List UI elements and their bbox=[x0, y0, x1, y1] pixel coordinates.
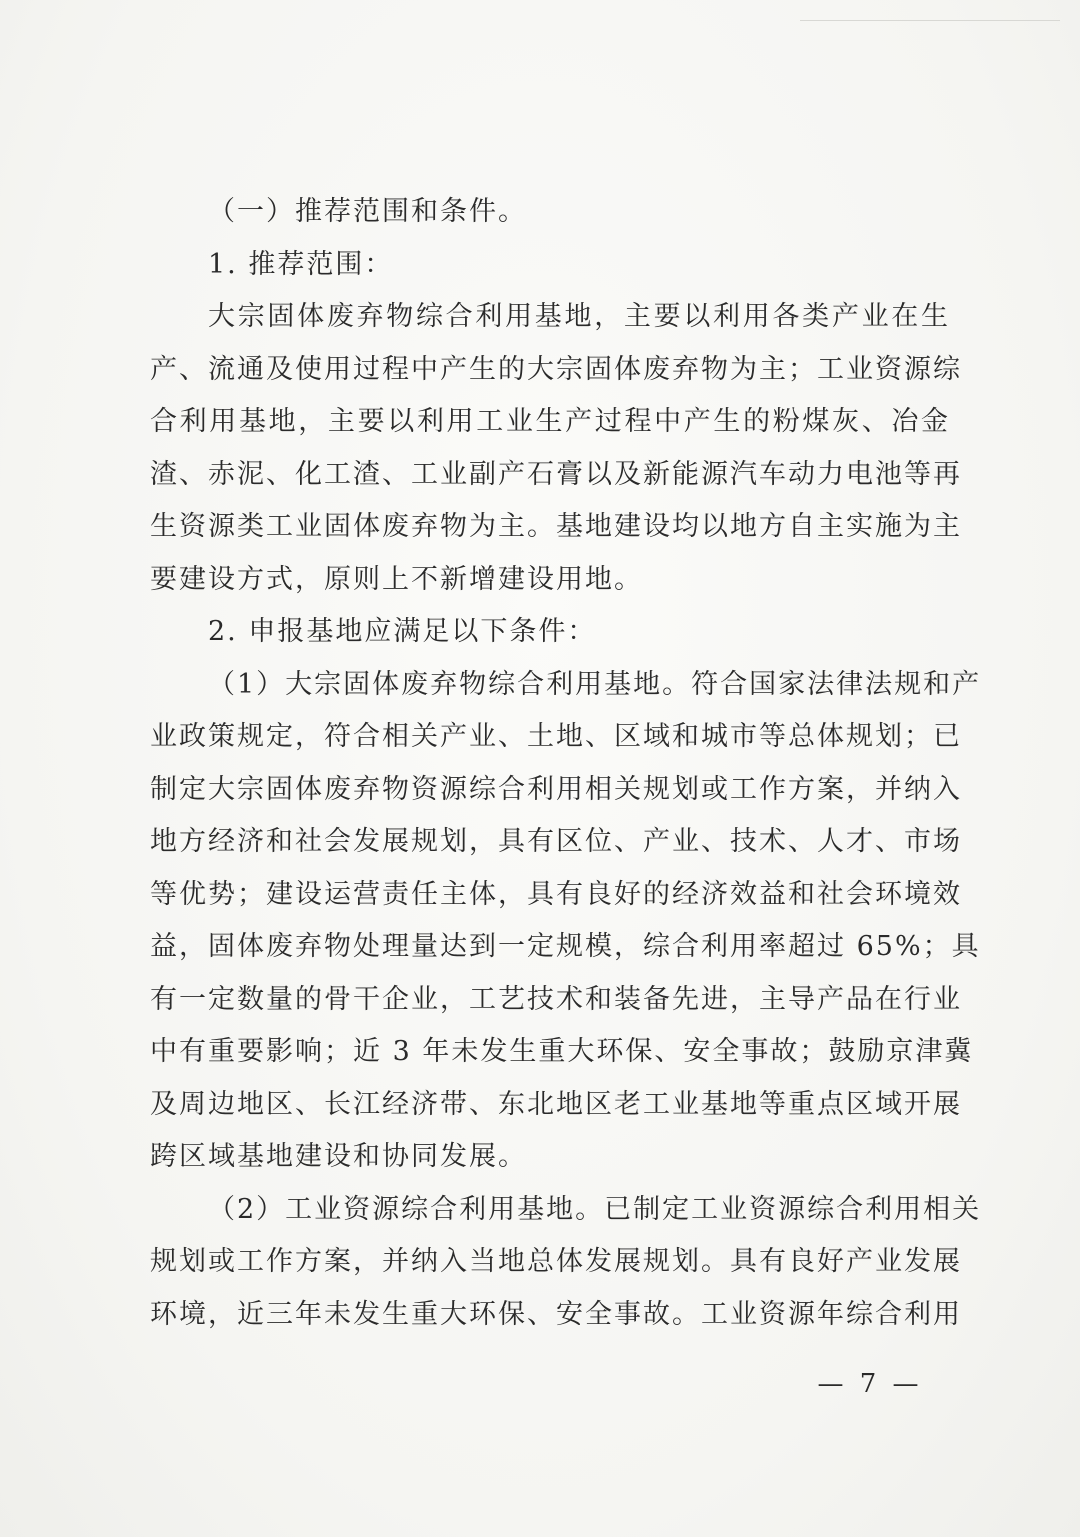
paragraph-line: 规划或工作方案，并纳入当地总体发展规划。具有良好产业发展 bbox=[150, 1246, 962, 1277]
paragraph-line: 益，固体废弃物处理量达到一定规模，综合利用率超过 65%；具 bbox=[150, 931, 981, 962]
page-number: — 7 — bbox=[817, 1369, 923, 1399]
paragraph-line: 环境，近三年未发生重大环保、安全事故。工业资源年综合利用 bbox=[150, 1298, 962, 1330]
paragraph-line: （2）工业资源综合利用基地。已制定工业资源综合利用相关 bbox=[208, 1193, 982, 1225]
scan-edge-line bbox=[800, 20, 1060, 21]
paragraph-line: 跨区域基地建设和协同发展。 bbox=[150, 1141, 527, 1172]
section-heading: （一）推荐范围和条件。 bbox=[208, 196, 527, 227]
document-body bbox=[150, 186, 982, 1341]
paragraph-line: 中有重要影响；近 3 年未发生重大环保、安全事故；鼓励京津冀 bbox=[150, 1036, 974, 1067]
subsection-heading-scope: 1. 推荐范围： bbox=[208, 248, 394, 280]
paragraph-line: 制定大宗固体废弃物资源综合利用相关规划或工作方案，并纳入 bbox=[150, 773, 962, 805]
paragraph-line: 渣、赤泥、化工渣、工业副产石膏以及新能源汽车动力电池等再 bbox=[150, 458, 962, 490]
paragraph-line: 及周边地区、长江经济带、东北地区老工业基地等重点区域开展 bbox=[150, 1088, 962, 1120]
paragraph-line: 产、流通及使用过程中产生的大宗固体废弃物为主；工业资源综 bbox=[150, 353, 962, 385]
paragraph-line: 要建设方式，原则上不新增建设用地。 bbox=[150, 563, 643, 595]
subsection-heading-conditions: 2. 申报基地应满足以下条件： bbox=[208, 616, 597, 647]
paragraph-line: 业政策规定，符合相关产业、土地、区域和城市等总体规划；已 bbox=[150, 721, 962, 752]
paragraph-line: 大宗固体废弃物综合利用基地，主要以利用各类产业在生 bbox=[208, 301, 950, 332]
paragraph-line: 合利用基地，主要以利用工业生产过程中产生的粉煤灰、冶金 bbox=[150, 406, 950, 437]
paragraph-line: 有一定数量的骨干企业，工艺技术和装备先进，主导产品在行业 bbox=[150, 983, 962, 1015]
paragraph-line: （1）大宗固体废弃物综合利用基地。符合国家法律法规和产 bbox=[208, 668, 982, 700]
paragraph-line: 等优势；建设运营责任主体，具有良好的经济效益和社会环境效 bbox=[150, 878, 962, 910]
paragraph-line: 地方经济和社会发展规划，具有区位、产业、技术、人才、市场 bbox=[150, 826, 962, 857]
paragraph-line: 生资源类工业固体废弃物为主。基地建设均以地方自主实施为主 bbox=[150, 511, 962, 542]
